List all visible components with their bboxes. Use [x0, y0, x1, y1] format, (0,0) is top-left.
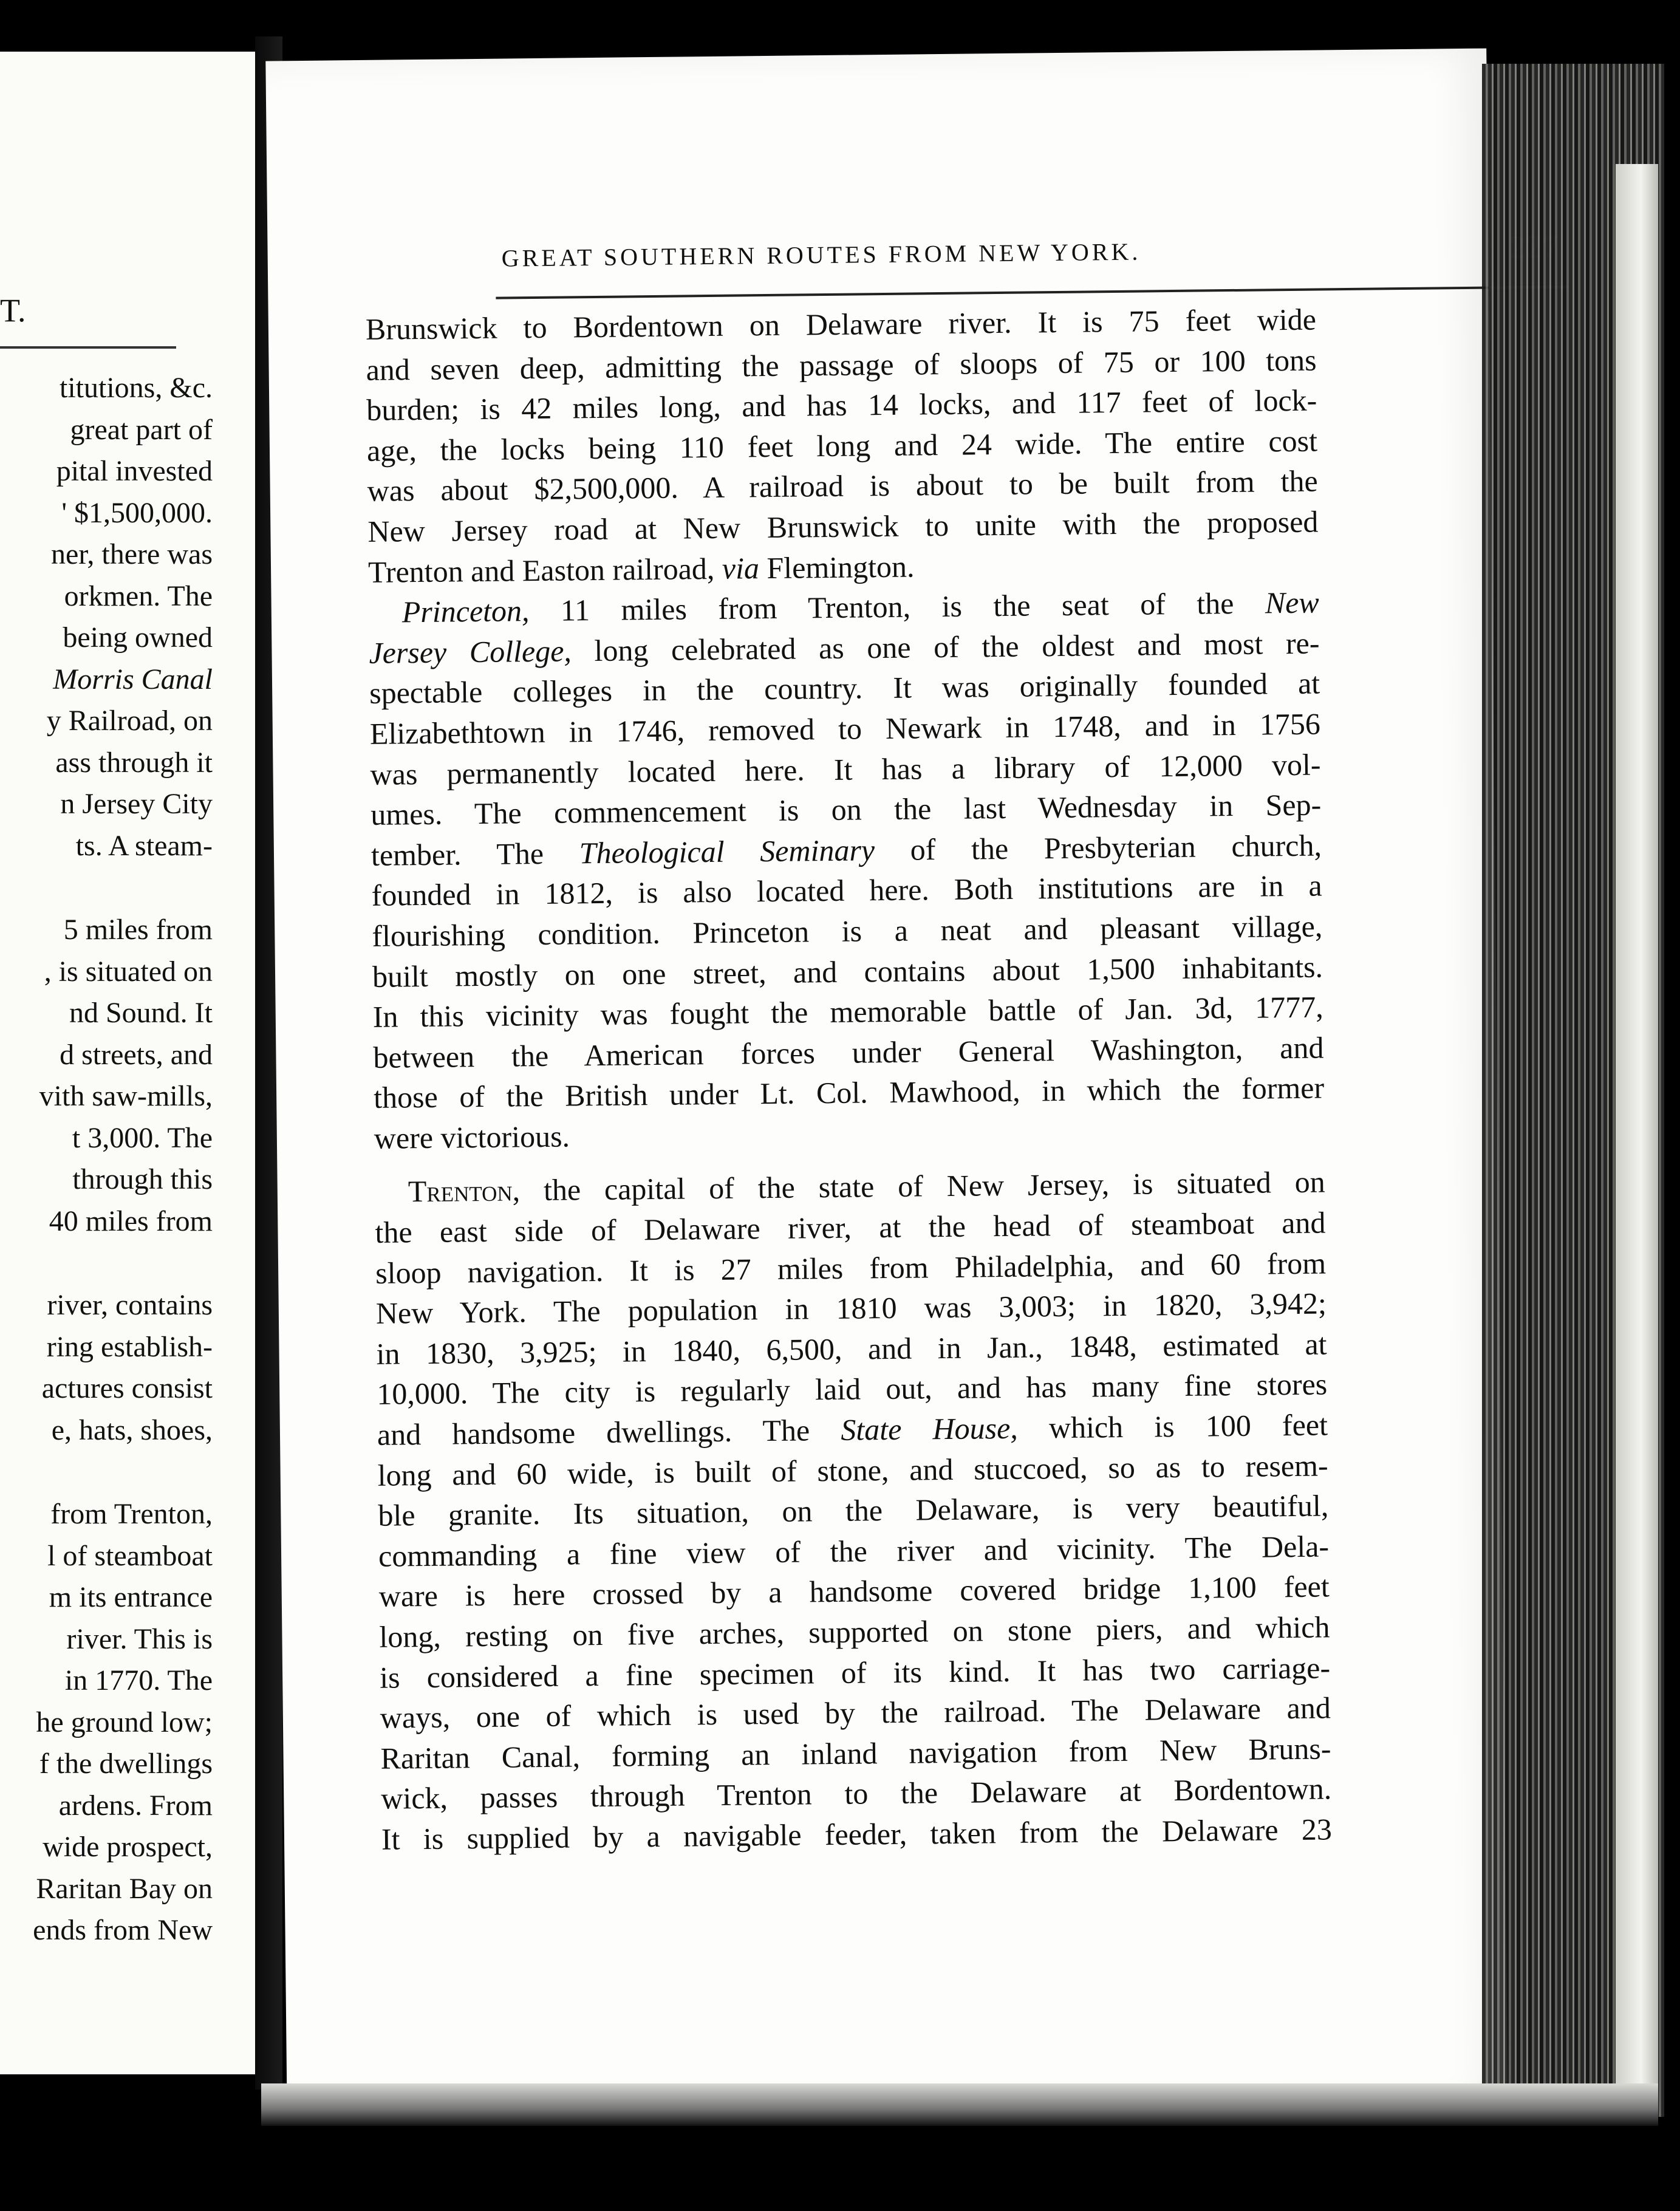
previous-page-line: wide prospect,: [43, 1831, 213, 1863]
previous-page-line: actures consist: [41, 1372, 213, 1404]
previous-page-header-rule: [0, 346, 176, 349]
text-line: commanding a fine view of the river and vicinity. The Dela-: [378, 1529, 1330, 1573]
text-line: age, the locks being 110 feet long and 24 wide. The entire cost: [366, 423, 1318, 468]
previous-page-line: great part of: [70, 413, 213, 446]
previous-page-line: river, contains: [47, 1289, 213, 1321]
text-line: founded in 1812, is also located here. Both institutions are in a: [371, 868, 1322, 913]
previous-page-line: ner, there was: [51, 538, 213, 570]
text-line: in 1830, 3,925; in 1840, 6,500, and in Jan., 1848, estimated at: [376, 1327, 1327, 1371]
text-line: the east side of Delaware river, at the head of steamboat and: [375, 1205, 1326, 1249]
running-head: GREAT SOUTHERN ROUTES FROM NEW YORK.: [501, 238, 1141, 272]
previous-page-line: through this: [72, 1163, 213, 1195]
previous-page-line: titutions, &c.: [60, 372, 213, 404]
previous-page-line: being owned: [63, 621, 213, 654]
text-line: ware is here crossed by a handsome covered bridge 1,100 feet: [378, 1569, 1330, 1614]
text-line: New Jersey road at New Brunswick to unite with the proposed: [367, 504, 1319, 548]
previous-page-line: ass through it: [55, 746, 213, 779]
text-line: burden; is 42 miles long, and has 14 locks, and 117 feet of lock-: [366, 383, 1317, 428]
previous-page-fragment: [0, 52, 258, 2074]
bottom-page-edge: [261, 2083, 1658, 2126]
page-header: [501, 233, 1559, 286]
previous-page-line: pital invested: [56, 455, 213, 487]
previous-page-line: l of steamboat: [47, 1539, 213, 1572]
previous-page-line: in 1770. The: [64, 1664, 213, 1697]
place-name-princeton: Princeton,: [401, 593, 530, 629]
previous-page-line: river. This is: [66, 1622, 213, 1655]
text-line: and seven deep, admitting the passage of sloops of 75 or 100 tons: [366, 343, 1317, 387]
previous-page-running-head: T.: [0, 292, 26, 329]
text-line: Raritan Canal, forming an inland navigation from New Bruns-: [380, 1731, 1331, 1775]
text-line: 10,000. The city is regularly laid out, and has many fine stores: [377, 1367, 1328, 1412]
text-line: long, resting on five arches, supported on stone piers, and which: [379, 1610, 1330, 1654]
previous-page-line: e, hats, shoes,: [51, 1413, 213, 1446]
place-name-trenton: Trenton,: [408, 1173, 521, 1209]
text-line: were victorious.: [374, 1119, 570, 1155]
previous-page-line: d streets, and: [60, 1038, 213, 1071]
book-page: [265, 49, 1508, 2120]
text-line: Brunswick to Bordentown on Delaware river. It is 75 feet wide: [365, 302, 1317, 346]
page-edge-highlight: [1616, 164, 1658, 2096]
previous-page-line: ends from New: [33, 1914, 213, 1946]
text-line: those of the British under Lt. Col. Mawhood, in which the former: [373, 1070, 1325, 1115]
previous-page-line: vith saw-mills,: [39, 1080, 213, 1112]
text-line: sloop navigation. It is 27 miles from Philadelphia, and 60 from: [375, 1246, 1327, 1290]
previous-page-line: ardens. From: [58, 1789, 213, 1822]
text-line: Trenton, the capital of the state of New Jersey, is situated on: [408, 1164, 1326, 1209]
previous-page-line: [0, 1242, 213, 1285]
text-line: tember. The Theological Seminary of the Presbyterian church,: [370, 828, 1322, 872]
previous-page-line: [0, 867, 213, 909]
header-rule: [496, 285, 1568, 299]
text-line: It is supplied by a navigable feeder, taken from the Delaware 23: [381, 1812, 1333, 1856]
text-line: is considered a fine specimen of its kind. It has two carriage-: [379, 1650, 1331, 1695]
previous-page-line: ts. A steam-: [75, 829, 213, 862]
text-line: ways, one of which is used by the railroad. The Delaware and: [380, 1690, 1331, 1735]
text-line: spectable colleges in the country. It was originally founded at: [369, 666, 1320, 711]
previous-page-line: 40 miles from: [49, 1205, 213, 1237]
page-body: [366, 299, 1333, 1860]
text-line: between the American forces under General Washington, and: [373, 1030, 1324, 1075]
text-line: umes. The commencement is on the last Wednesday in Sep-: [370, 787, 1322, 832]
text-line: Jersey College, long celebrated as one of the oldest and most re-: [369, 626, 1320, 670]
text-line: built mostly on one street, and contains about 1,500 inhabitants.: [372, 949, 1323, 994]
previous-page-line: n Jersey City: [60, 788, 213, 820]
previous-page-text: [0, 367, 213, 1952]
previous-page-line: ' $1,500,000.: [61, 496, 213, 529]
paragraph-trenton: [374, 1162, 1332, 1859]
text-line: and handsome dwellings. The State House, which is 100 feet: [377, 1407, 1328, 1452]
text-line: wick, passes through Trenton to the Delaware at Bordentown.: [380, 1771, 1332, 1816]
previous-page-line: ring establish-: [46, 1330, 213, 1363]
previous-page-line: Morris Canal: [53, 663, 213, 695]
previous-page-line: Raritan Bay on: [36, 1872, 213, 1905]
text-line: ble granite. Its situation, on the Delaware, is very beautiful,: [378, 1488, 1329, 1533]
text-line: long and 60 wide, is built of stone, and stuccoed, so as to resem-: [377, 1448, 1328, 1492]
previous-page-line: [0, 1451, 213, 1494]
paragraph-princeton: [368, 583, 1325, 1159]
text-line: Trenton and Easton railroad, via Flemington.: [367, 549, 915, 589]
paragraph-continuation: [366, 299, 1319, 593]
previous-page-line: 5 miles from: [63, 914, 213, 946]
text-line: was about $2,500,000. A railroad is about to be built from the: [367, 463, 1318, 508]
previous-page-line: , is situated on: [44, 955, 213, 988]
previous-page-line: y Railroad, on: [46, 705, 213, 737]
previous-page-line: orkmen. The: [64, 579, 213, 612]
previous-page-line: he ground low;: [36, 1706, 213, 1738]
text-line: Elizabethtown in 1746, removed to Newark in 1748, and in 1756: [369, 706, 1321, 751]
previous-page-line: nd Sound. It: [69, 997, 213, 1029]
text-line: Princeton, 11 miles from Trenton, is the seat of the New: [401, 585, 1320, 629]
previous-page-line: m its entrance: [49, 1581, 213, 1613]
text-line: flourishing condition. Princeton is a neat and pleasant village,: [372, 909, 1323, 953]
previous-page-line: from Trenton,: [50, 1498, 213, 1530]
text-line: In this vicinity was fought the memorable battle of Jan. 3d, 1777,: [372, 989, 1323, 1034]
previous-page-line: t 3,000. The: [72, 1121, 213, 1154]
text-line: was permanently located here. It has a library of 12,000 vol-: [370, 747, 1321, 791]
previous-page-line: f the dwellings: [39, 1748, 213, 1780]
text-line: New York. The population in 1810 was 3,003; in 1820, 3,942;: [375, 1286, 1327, 1331]
